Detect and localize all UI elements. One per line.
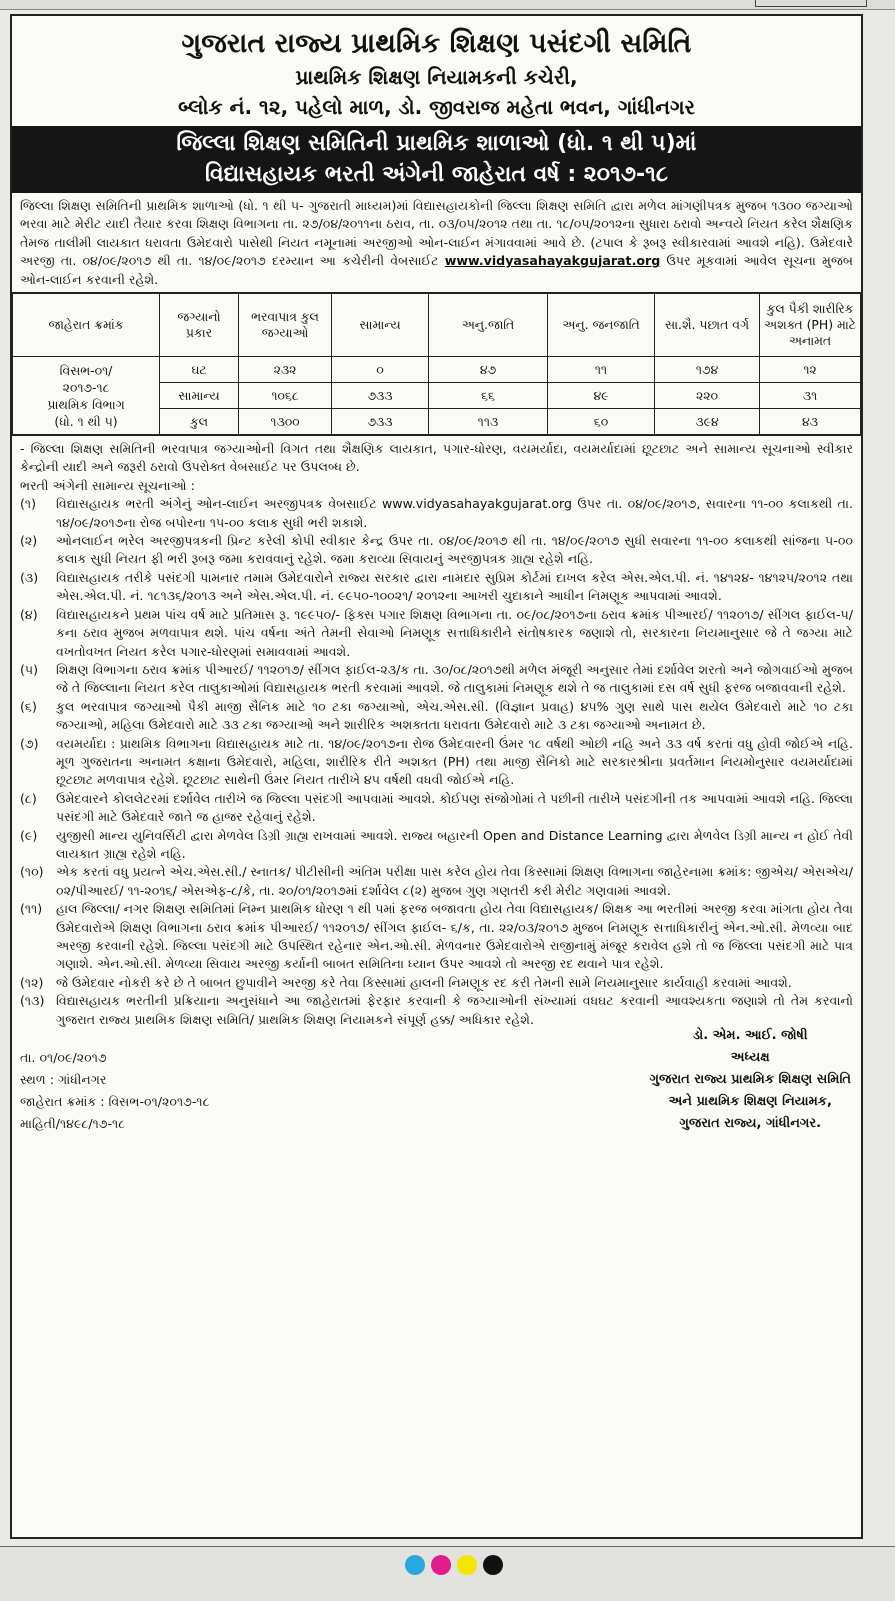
- instruction-item: [20, 606, 853, 661]
- advt-line: પ્રાથમિક વિભાગ: [47, 396, 125, 412]
- instruction-number: (૫): [20, 661, 39, 677]
- signatory-designation: અધ્યક્ષ: [730, 1050, 770, 1066]
- instruction-number: (૨): [20, 533, 38, 549]
- cell: કુલ: [160, 409, 239, 435]
- issue-date: તા. ૦૧/૦૯/૨૦૧૭: [20, 1050, 107, 1066]
- col-general: સામાન્ય: [332, 294, 429, 357]
- instruction-item: [20, 974, 853, 992]
- instruction-text: વિદ્યાસહાયક તરીકે પસંદગી પામનાર તમામ ઉમેદવારોને રાજ્ય સરકાર દ્વારા નામદાર સુપ્રિમ કોર્ટમાં દાખલ કરેલ એસ.એલ.પી. નં. ૧૪૧૨૪- ૧૪૧૨૫/૨૦૧૨ તથા એસ.એલ.પી. નં. ૧૮૧૩૬/૨૦૧૩ અને એસ.એલ.પી. નં. ૯૯૫૦-૧૦૦૨૧/ ૨૦૧૨ના આખરી ચુદાકાને આધીન નિમણૂક આપવામાં આવશે.: [56, 569, 853, 604]
- instruction-number: (૯): [20, 827, 38, 843]
- cell: ૧૭૪: [655, 357, 760, 383]
- col-sc: અનુ.જાતિ: [429, 294, 548, 357]
- instruction-text: જે ઉમેદવાર નોકરી કરે છે તે બાબત છુપાવીને અરજી કરે તેવા કિસ્સામાં હાલની નિમણૂક રદ કરી તેમની સામે નિયમાનુસાર કાર્યવાહી કરવામાં આવશે.: [56, 974, 792, 990]
- signatory-org-2: અને પ્રાથમિક શિક્ષણ નિયામક,: [668, 1094, 832, 1110]
- instruction-item: [20, 661, 853, 698]
- instruction-text: યુજીસી માન્ય યુનિવર્સિટી દ્વારા મેળવેલ ડિગ્રી ગ્રાહ્ય રાખવામાં આવશે. રાજ્ય બહારની Open and Distance Learning દ્વારા મેળવેલ ડિગ્રી માન્ય ન હોઈ તેવી લાયકાત ગ્રાહ્ય રહેશે નહિ.: [56, 827, 853, 861]
- advertisement: [10, 14, 863, 1539]
- registration-dot: [431, 1555, 451, 1575]
- col-sebc: સા.શૈ. પછાત વર્ગ: [655, 294, 760, 357]
- notes-heading: ભરતી અંગેની સામાન્ય સૂચનાઓ :: [20, 477, 195, 493]
- advt-cell: [13, 357, 160, 435]
- instruction-text: ઓનલાઈન ભરેલ અરજીપત્રકની પ્રિન્ટ કરેલી કોપી સ્વીકાર કેન્દ્ર ઉપર તા. ૦૪/૦૯/૨૦૧૭ થી તા. ૧૪/૦૯/૨૦૧૭ સુધી સવારના ૧૧-૦૦ કલાકથી સાંજના ૫-૦૦ કલાક સુધી નિયત ફી ભરી રૂબરૂ જમા કરાવવાનું રહેશે. જમા કરાવ્યા સિવાયનું અરજીપત્રક ગ્રાહ્ય રહેશે નહિ.: [56, 533, 853, 567]
- intro-text: જિલ્લા શિક્ષણ સમિતિની પ્રાથમિક શાળાઓ (ધો. ૧ થી ૫- ગુજરાતી માધ્યમ)માં વિદ્યાસહાયકોની જિલ્લા શિક્ષણ સમિતિ દ્વારા મળેલ માંગણીપત્રક મુજબ ૧૩૦૦ જગ્યાઓ ભરવા માટે મેરીટ યાદી તૈયાર કરવા શિક્ષણ વિભાગના તા. ૨૭/૦૪/૨૦૧૧ના ઠરાવ, તા. ૦૩/૦૫/૨૦૧૨ તથા તા. ૧૮/૦૫/૨૦૧૨ના સુધારા ઠરાવો અન્વયે નિયત કરેલ શૈક્ષણિક તેમજ તાલીમી લાયકાત ધરાવતા ઉમેદવારો પાસેથી નિયત નમૂનામાં અરજીઓ ઓન-લાઈન મંગાવવામાં આવે છે. (ટપાલ કે રૂબરૂ સ્વીકારવામાં આવશે નહિ). ઉમેદવારે અરજી તા. ૦૪/૦૯/૨૦૧૭ થી તા. ૧૪/૦૯/૨૦૧૭ દરમ્યાન આ કચેરીની વેબસાઈટ: [20, 198, 853, 269]
- instruction-number: (૧૩): [20, 993, 45, 1009]
- col-ph: કુલ પૈકી શારીરિક અશક્ત (PH) માટે અનામત: [760, 294, 861, 357]
- instruction-list: [20, 495, 853, 1029]
- instruction-text: હાલ જિલ્લા/ નગર શિક્ષણ સમિતિમાં નિમ્ન પ્રાથમિક ધોરણ ૧ થી ૫માં ફરજ બજાવતા હોય તેવા વિદ્યાસહાયક/ શિક્ષક આ ભરતીમાં અરજી કરવા માંગતા હોય તેવા ઉમેદવારોએ શિક્ષણ વિભાગના ઠરાવ ક્રમાંક પીઆરઈ/ ૧૧૨૦૧૭/ સીંગલ ફાઈલ- ૬/ક, તા. ૨૨/૦૩/૨૦૧૭ મુજબ નિમણૂક સત્તાધિકારીનું એન.ઓ.સી. મેળવ્યા બાદ અરજી કરવાની રહેશે. જિલ્લા પસંદગી માટે ઉપસ્થિત રહેનાર એન.ઓ.સી. મેળવનાર ઉમેદવારોએ રાજીનામું મંજૂર કરાવેલ હશે તો જ જિલ્લા પસંદગી માટે પાત્ર ગણાશે. એન.ઓ.સી. મેળવ્યા સિવાય અરજી કર્યાની બાબત સમિતિના ધ્યાન ઉપર આવશે તો અરજી રદ થવાને પાત્ર રહેશે.: [56, 901, 853, 972]
- advt-number: જાહેરાત ક્રમાંક : વિસભ-૦૧/૨૦૧૭-૧૮: [20, 1094, 210, 1110]
- signatory-org-1: ગુજરાત રાજ્ય પ્રાથમિક શિક્ષણ સમિતિ: [649, 1072, 851, 1088]
- office-name: પ્રાથમિક શિક્ષણ નિયામકની કચેરી,: [295, 65, 578, 89]
- advt-line: ૨૦૧૭-૧૮: [62, 379, 110, 395]
- instruction-text: વિદ્યાસહાયક ભરતીની પ્રક્રિયાના અનુસંધાને આ જાહેરાતમાં ફેરફાર કરવાની કે જગ્યાઓની સંખ્યામાં વધઘટ કરવાની આવશ્યકતા જણાશે તો તેમ કરવાનો ગુજરાત રાજ્ય પ્રાથમિક શિક્ષણ સમિતિ/ પ્રાથમિક શિક્ષણ નિયામકને સંપૂર્ણ હક્ક/ અધિકાર રહેશે.: [56, 993, 853, 1027]
- cell: ૭૩૩: [332, 383, 429, 409]
- cell: ૧૧: [548, 357, 655, 383]
- footer-left: [20, 1047, 210, 1135]
- instruction-item: [20, 992, 853, 1029]
- instruction-text: કુલ ભરવાપાત્ર જગ્યાઓ પૈકી માજી સૈનિક માટે ૧૦ ટકા જગ્યાઓ, એચ.એસ.સી. (વિજ્ઞાન પ્રવાહ) ૪૫% ગુણ સાથે પાસ થયેલ ઉમેદવારો માટે ૧૦ ટકા જગ્યાઓ, મહિલા ઉમેદવારો માટે ૩૩ ટકા જગ્યાઓ અને શારીરિક અશક્તતા ધરાવતા ઉમેદવારો માટે ૩ ટકા જગ્યાઓ અનામત છે.: [56, 698, 853, 733]
- issue-place: સ્થળ : ગાંધીનગર: [20, 1072, 107, 1088]
- cell: ૧૩૦૦: [239, 409, 332, 435]
- banner-line-2: વિદ્યાસહાયક ભરતી અંગેની જાહેરાત વર્ષ : ૨૦૧૭-૧૮: [204, 162, 669, 187]
- signatory-org-3: ગુજરાત રાજ્ય, ગાંધીનગર.: [679, 1116, 822, 1132]
- table-row: [13, 357, 861, 383]
- registration-dot: [405, 1555, 425, 1575]
- cell: ૬૦: [548, 409, 655, 435]
- signatory-name: ડો. એમ. આઈ. જોષી: [692, 1028, 808, 1044]
- website-link[interactable]: www.vidyasahayakgujarat.org: [444, 253, 661, 269]
- cell: ૨૨૦: [655, 383, 760, 409]
- instruction-item: [20, 900, 853, 974]
- cell: ૦: [332, 357, 429, 383]
- table-header-row: [13, 294, 861, 357]
- instruction-text: વિદ્યાસહાયકને પ્રથમ પાંચ વર્ષ માટે પ્રતિમાસ રૂ. ૧૯૯૫૦/- ફિક્સ પગાર શિક્ષણ વિભાગના તા. ૦૯/૦૮/૨૦૧૭ના ઠરાવ ક્રમાંક પીઆરઈ/ ૧૧૨૦૧૭/ સીંગલ ફાઈલ-૫/કના ઠરાવ મુજબ મળવાપાત્ર થશે. પાંચ વર્ષના અંતે તેમની સેવાઓ નિમણૂક સત્તાધિકારીને સંતોષકારક જણાશે તો, સરકારના નિયમાનુસાર જે તે જગ્યા માટે વખતોવખત નિયત કરેલ પગાર-ધોરણમાં સમાવવામાં આવશે.: [56, 606, 853, 659]
- cell: ઘટ: [160, 357, 239, 383]
- instruction-text: ઉમેદવારને કોલલેટરમાં દર્શાવેલ તારીખે જ જિલ્લા પસંદગી આપવામાં આવશે. કોઈપણ સંજોગોમાં તે પછીની તારીખે પસંદગીની તક આપવામાં આવશે નહિ. જિલ્લા પસંદગી માટે ઉમેદવારે જાતે જ હાજર રહેવાનું રહેશે.: [56, 790, 853, 825]
- instruction-item: [20, 698, 853, 735]
- instruction-number: (૪): [20, 606, 38, 622]
- advt-line: વિસભ-૦૧/: [59, 362, 113, 378]
- committee-title: ગુજરાત રાજ્ય પ્રાથમિક શિક્ષણ પસંદગી સમિતિ: [181, 28, 692, 59]
- instruction-number: (૧૧): [20, 901, 43, 917]
- intro-text-after: ઉપર મૂકવામાં આવેલ સૂચના મુજબ ઓન-લાઈન કરવાની રહેશે.: [20, 253, 853, 287]
- intro-paragraph: [12, 193, 861, 293]
- info-number: માહિતી/૧૪૯૮/૧૭-૧૮: [20, 1116, 126, 1132]
- top-box: [755, 0, 867, 7]
- instruction-text: વિદ્યાસહાયક ભરતી અંગેનું ઓન-લાઈન અરજીપત્રક વેબસાઈટ www.vidyasahayakgujarat.org ઉપર તા. ૦૪/૦૯/૨૦૧૭, સવારના ૧૧-૦૦ કલાકથી તા. ૧૪/૦૯/૨૦૧૭ના રોજ બપોરના ૧૫-૦૦ કલાક સુધી ભરી શકાશે.: [56, 496, 853, 530]
- instruction-number: (૧૦): [20, 864, 44, 880]
- instruction-item: [20, 735, 853, 790]
- instruction-item: [20, 569, 853, 606]
- col-st: અનુ. જનજાતિ: [548, 294, 655, 357]
- instruction-item: [20, 495, 853, 532]
- vacancy-table: [12, 293, 861, 435]
- newspaper-top-strip: [0, 0, 895, 10]
- instruction-number: (૭): [20, 735, 39, 751]
- instruction-text: એક કરતાં વધુ પ્રયત્ને એચ.એસ.સી./ સ્નાતક/ પીટીસીની અંતિમ પરીક્ષા પાસ કરેલ હોય તેવા કિસ્સામાં શિક્ષણ વિભાગના જાહેરનામા ક્રમાંક: જીએચ/ એસએચ/૦૨/પીઆરઈ/ ૧૧-૨૦૧૬/ એસએફ-૮/કે, તા. ૨૦/૦૧/૨૦૧૭માં દર્શાવેલ ૮(૨) મુજબ ગુણ ગણતરી કરી મેરીટ ગણવામાં આવશે.: [56, 864, 853, 898]
- advertisement-banner: [12, 126, 861, 193]
- instruction-item: [20, 532, 853, 569]
- cell: ૪૯: [548, 383, 655, 409]
- cell: ૧૧૩: [429, 409, 548, 435]
- registration-dot: [483, 1555, 503, 1575]
- instruction-number: (૩): [20, 569, 39, 585]
- newspaper-bottom-strip: [0, 1546, 895, 1601]
- instruction-text: વયમર્યાદા : પ્રાથમિક વિભાગના વિદ્યાસહાયક માટે તા. ૧૪/૦૯/૨૦૧૭ના રોજ ઉમેદવારની ઉંમર ૧૮ વર્ષથી ઓછી નહિ અને ૩૩ વર્ષ કરતાં વધુ હોવી જોઈએ નહિ. મૂળ ગુજરાતના અનામત કક્ષાના ઉમેદવારો, મહિલા, શારીરિક રીતે અશક્ત (PH) તથા માજી સૈનિકો માટે સરકારશ્રીના પ્રવર્તમાન નિયમોનુસાર વયમર્યાદામાં છૂટછાટ મળવાપાત્ર રહેશે. છૂટછાટ સાથેની ઉંમર નિયત તારીખે ૪૫ વર્ષથી વધવી જોઈએ નહિ.: [56, 735, 853, 788]
- col-total-posts: ભરવાપાત્ર કુલ જગ્યાઓ: [239, 294, 332, 357]
- cell: ૭૩૩: [332, 409, 429, 435]
- instruction-item: [20, 790, 853, 827]
- advt-line: (ધો. ૧ થી ૫): [54, 413, 118, 429]
- col-post-type: જગ્યાનો પ્રકાર: [160, 294, 239, 357]
- instruction-number: (૮): [20, 790, 37, 806]
- instruction-item: [20, 863, 853, 900]
- cell: ૧૦૬૮: [239, 383, 332, 409]
- cell: ૬૬: [429, 383, 548, 409]
- cell: ૪૭: [429, 357, 548, 383]
- cell: ૧૨: [760, 357, 861, 383]
- col-advt-no: જાહેરાત ક્રમાંક: [13, 294, 160, 357]
- cell: સામાન્ય: [160, 383, 239, 409]
- registration-marks: [405, 1555, 503, 1575]
- cell: ૩૧: [760, 383, 861, 409]
- instruction-number: (૧): [20, 496, 36, 512]
- instruction-item: [20, 827, 853, 864]
- banner-line-1: જિલ્લા શિક્ષણ સમિતિની પ્રાથમિક શાળાઓ (ધો. ૧ થી ૫)માં: [176, 131, 697, 156]
- instruction-number: (૧૨): [20, 974, 44, 990]
- office-address: બ્લોક નં. ૧૨, પહેલો માળ, ડો. જીવરાજ મહેતા ભવન, ગાંધીનગર: [178, 95, 695, 119]
- registration-dot: [457, 1555, 477, 1575]
- cell: ૨૩૨: [239, 357, 332, 383]
- footer: [12, 1029, 861, 1149]
- general-instructions: [12, 435, 861, 1029]
- instruction-number: (૬): [20, 698, 37, 714]
- cell: ૪૩: [760, 409, 861, 435]
- instruction-text: શિક્ષણ વિભાગના ઠરાવ ક્રમાંક પીઆરઈ/ ૧૧૨૦૧૭/ સીંગલ ફાઈલ-૨૩/ક તા. ૩૦/૦૮/૨૦૧૭થી મળેલ મંજૂરી અનુસાર તેમાં દર્શાવેલ શરતો અને જોગવાઈઓ મુજબ જે તે જિલ્લાના નિયત કરેલ તાલુકાઓમાં વિદ્યાસહાયક ભરતી કરવામાં આવશે. જે તાલુકામાં નિમણૂક થશે તે જ તાલુકામાં દસ વર્ષ સુધી ફરજ બજાવવાની રહેશે.: [56, 661, 853, 696]
- signature-block: [649, 1025, 851, 1135]
- cell: ૩૯૪: [655, 409, 760, 435]
- notes-preamble: - જિલ્લા શિક્ષણ સમિતિની ભરવાપાત્ર જગ્યાઓની વિગત તથા શૈક્ષણિક લાયકાત, પગાર-ધોરણ, વયમર્યાદા, વયમર્યાદામાં છૂટછાટ અને સામાન્ય સૂચનાઓ સ્વીકાર કેન્દ્રોની યાદી અને જરૂરી ઠરાવો ઉપરોક્ત વેબસાઈટ પર ઉપલબ્ધ છે.: [20, 441, 853, 475]
